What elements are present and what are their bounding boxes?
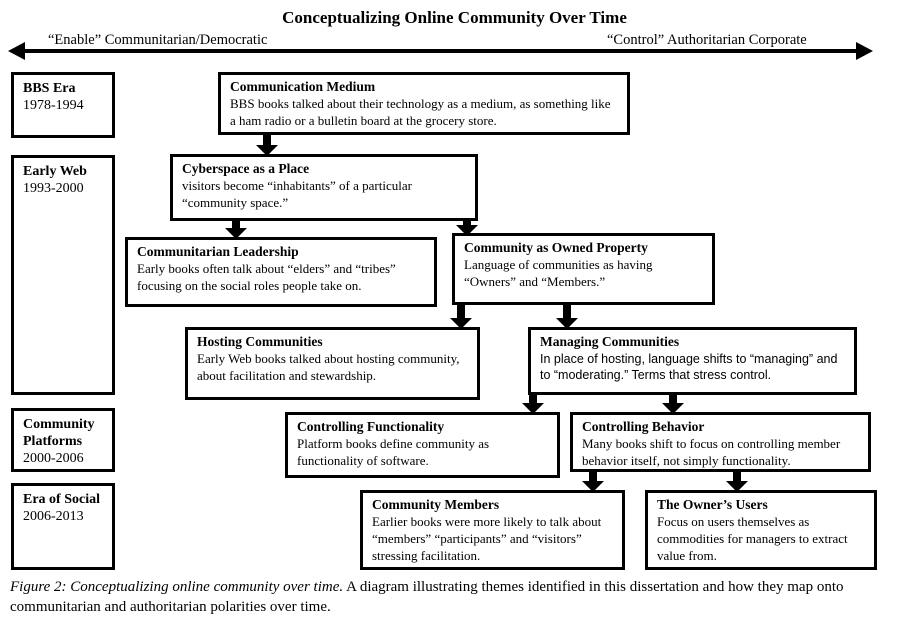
arrow-cyberspace-to-communitarian-leadership xyxy=(225,219,247,239)
axis-label-control: “Control” Authoritarian Corporate xyxy=(607,32,807,48)
node-title: Community Members xyxy=(372,497,500,512)
axis-line xyxy=(21,49,860,53)
era-years: 2000-2006 xyxy=(23,451,84,467)
arrow-managing-to-controlling-functionality xyxy=(522,393,544,414)
node-the-owners-users xyxy=(645,490,877,570)
node-title: Controlling Functionality xyxy=(297,419,445,434)
node-controlling-behavior xyxy=(570,412,871,472)
node-community-as-owned-property xyxy=(452,233,715,305)
node-controlling-functionality xyxy=(285,412,560,478)
era-name: Early Web xyxy=(23,164,87,179)
node-body: Platform books define community as functionality of software. xyxy=(297,435,490,468)
node-hosting-communities xyxy=(185,327,480,400)
node-title: Community as Owned Property xyxy=(464,240,648,255)
arrow-behavior-to-owners-users xyxy=(726,470,748,492)
node-communitarian-leadership xyxy=(125,237,437,307)
node-cyberspace-as-a-place xyxy=(170,154,478,221)
figure-caption-italic: Figure 2: Conceptualizing online community over time. xyxy=(10,579,344,595)
era-name: Community Platforms xyxy=(23,417,95,450)
arrow-communication-medium-to-cyberspace xyxy=(256,133,278,156)
era-years: 1978-1994 xyxy=(23,98,84,114)
arrow-owned-property-to-hosting xyxy=(450,303,472,329)
polarity-axis xyxy=(8,42,873,60)
arrow-behavior-to-community-members xyxy=(582,470,604,492)
node-managing-communities xyxy=(528,327,857,395)
axis-label-enable: “Enable” Communitarian/Democratic xyxy=(48,32,268,48)
era-name: Era of Social xyxy=(23,492,100,507)
arrow-owned-property-to-managing xyxy=(556,303,578,329)
node-title: Cyberspace as a Place xyxy=(182,161,310,176)
node-body: Many books shift to focus on controlling member behavior itself, not simply functionality. xyxy=(582,435,841,468)
node-body: Earlier books were more likely to talk about “members” “participants” and “visitors” stressing facilitation. xyxy=(372,513,602,563)
node-title: Controlling Behavior xyxy=(582,419,705,434)
node-body: Language of communities as having “Owners” and “Members.” xyxy=(464,256,653,289)
era-name: BBS Era xyxy=(23,81,76,96)
era-box-early-web xyxy=(11,155,115,395)
arrow-cyberspace-to-owned-property xyxy=(456,219,478,236)
node-title: The Owner’s Users xyxy=(657,497,768,512)
node-title: Communitarian Leadership xyxy=(137,244,299,259)
node-title: Managing Communities xyxy=(540,334,680,349)
era-box-era-of-social xyxy=(11,483,115,570)
node-body: Focus on users themselves as commodities for managers to extract value from. xyxy=(657,513,848,563)
node-communication-medium xyxy=(218,72,630,135)
figure-caption-regular: A diagram illustrating themes identified in this dissertation and how they map onto communitarian and authoritarian polarities over time. xyxy=(10,579,844,615)
era-box-bbs xyxy=(11,72,115,138)
arrow-managing-to-controlling-behavior xyxy=(662,393,684,414)
diagram-title: Conceptualizing Online Community Over Time xyxy=(282,8,627,27)
node-body: Early Web books talked about hosting community, about facilitation and stewardship. xyxy=(197,350,460,383)
node-body: visitors become “inhabitants” of a particular “community space.” xyxy=(182,177,412,210)
node-body: In place of hosting, language shifts to “managing” and to “moderating.” Terms that stress control. xyxy=(540,351,838,383)
node-title: Communication Medium xyxy=(230,79,376,94)
figure-caption xyxy=(10,578,898,617)
node-body: Early books often talk about “elders” and “tribes” focusing on the social roles people take on. xyxy=(137,260,396,293)
node-community-members xyxy=(360,490,625,570)
node-title: Hosting Communities xyxy=(197,334,323,349)
node-body: BBS books talked about their technology as a medium, as something like a ham radio or a bulletin board at the grocery store. xyxy=(230,95,611,128)
era-box-community-platforms xyxy=(11,408,115,472)
era-years: 1993-2000 xyxy=(23,181,84,197)
era-years: 2006-2013 xyxy=(23,509,84,525)
axis-arrowhead-right-icon xyxy=(856,42,873,60)
